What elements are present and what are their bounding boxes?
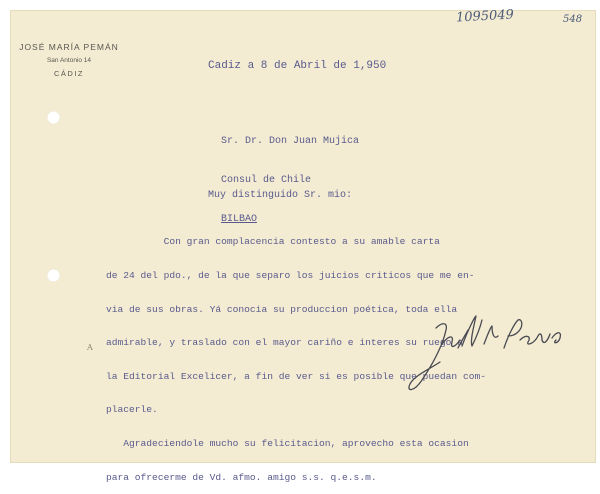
letterhead-name: JOSÉ MARÍA PEMÁN [19,42,119,52]
punch-hole-top [47,111,60,124]
body-line: Agradeciendole mucho su felicitacion, aprovecho esta ocasion [106,438,469,450]
body-line: via de sus obras. Yá conocia su produccion poética, toda ella [106,303,458,315]
body-line: placerle. [106,404,158,416]
letterhead [14,42,124,78]
body-line: para ofrecerme de Vd. afmo. amigo s.s. q.e.s.m. [106,471,377,483]
punch-hole-bottom [47,269,60,282]
handwritten-signature [396,300,576,400]
letterhead-address: San Antonio 14 [46,57,92,64]
body-line: admirable, y traslado con el mayor cariño e interes su ruego a [106,337,463,349]
recipient-city: BILBAO [221,214,258,225]
body-line: Con gran complacencia contesto a su amable carta [106,236,440,248]
recipient-name: Sr. Dr. Don Juan Mujica [221,136,360,147]
body-line: la Editorial Excelicer, a fin de ver si es posible que puedan com- [106,370,486,382]
margin-mark: A [87,343,93,352]
recipient-title: Consul de Chile [221,175,312,186]
archive-number: 1095049 [455,7,515,26]
date-line: Cadiz a 8 de Abril de 1,950 [208,60,387,72]
letterhead-city: CÁDIZ [54,69,84,78]
body-line: de 24 del pdo., de la que separo los juicios criticos que me en- [106,270,475,282]
salutation: Muy distinguido Sr. mio: [208,190,353,201]
archive-page-number: 548 [563,14,583,25]
